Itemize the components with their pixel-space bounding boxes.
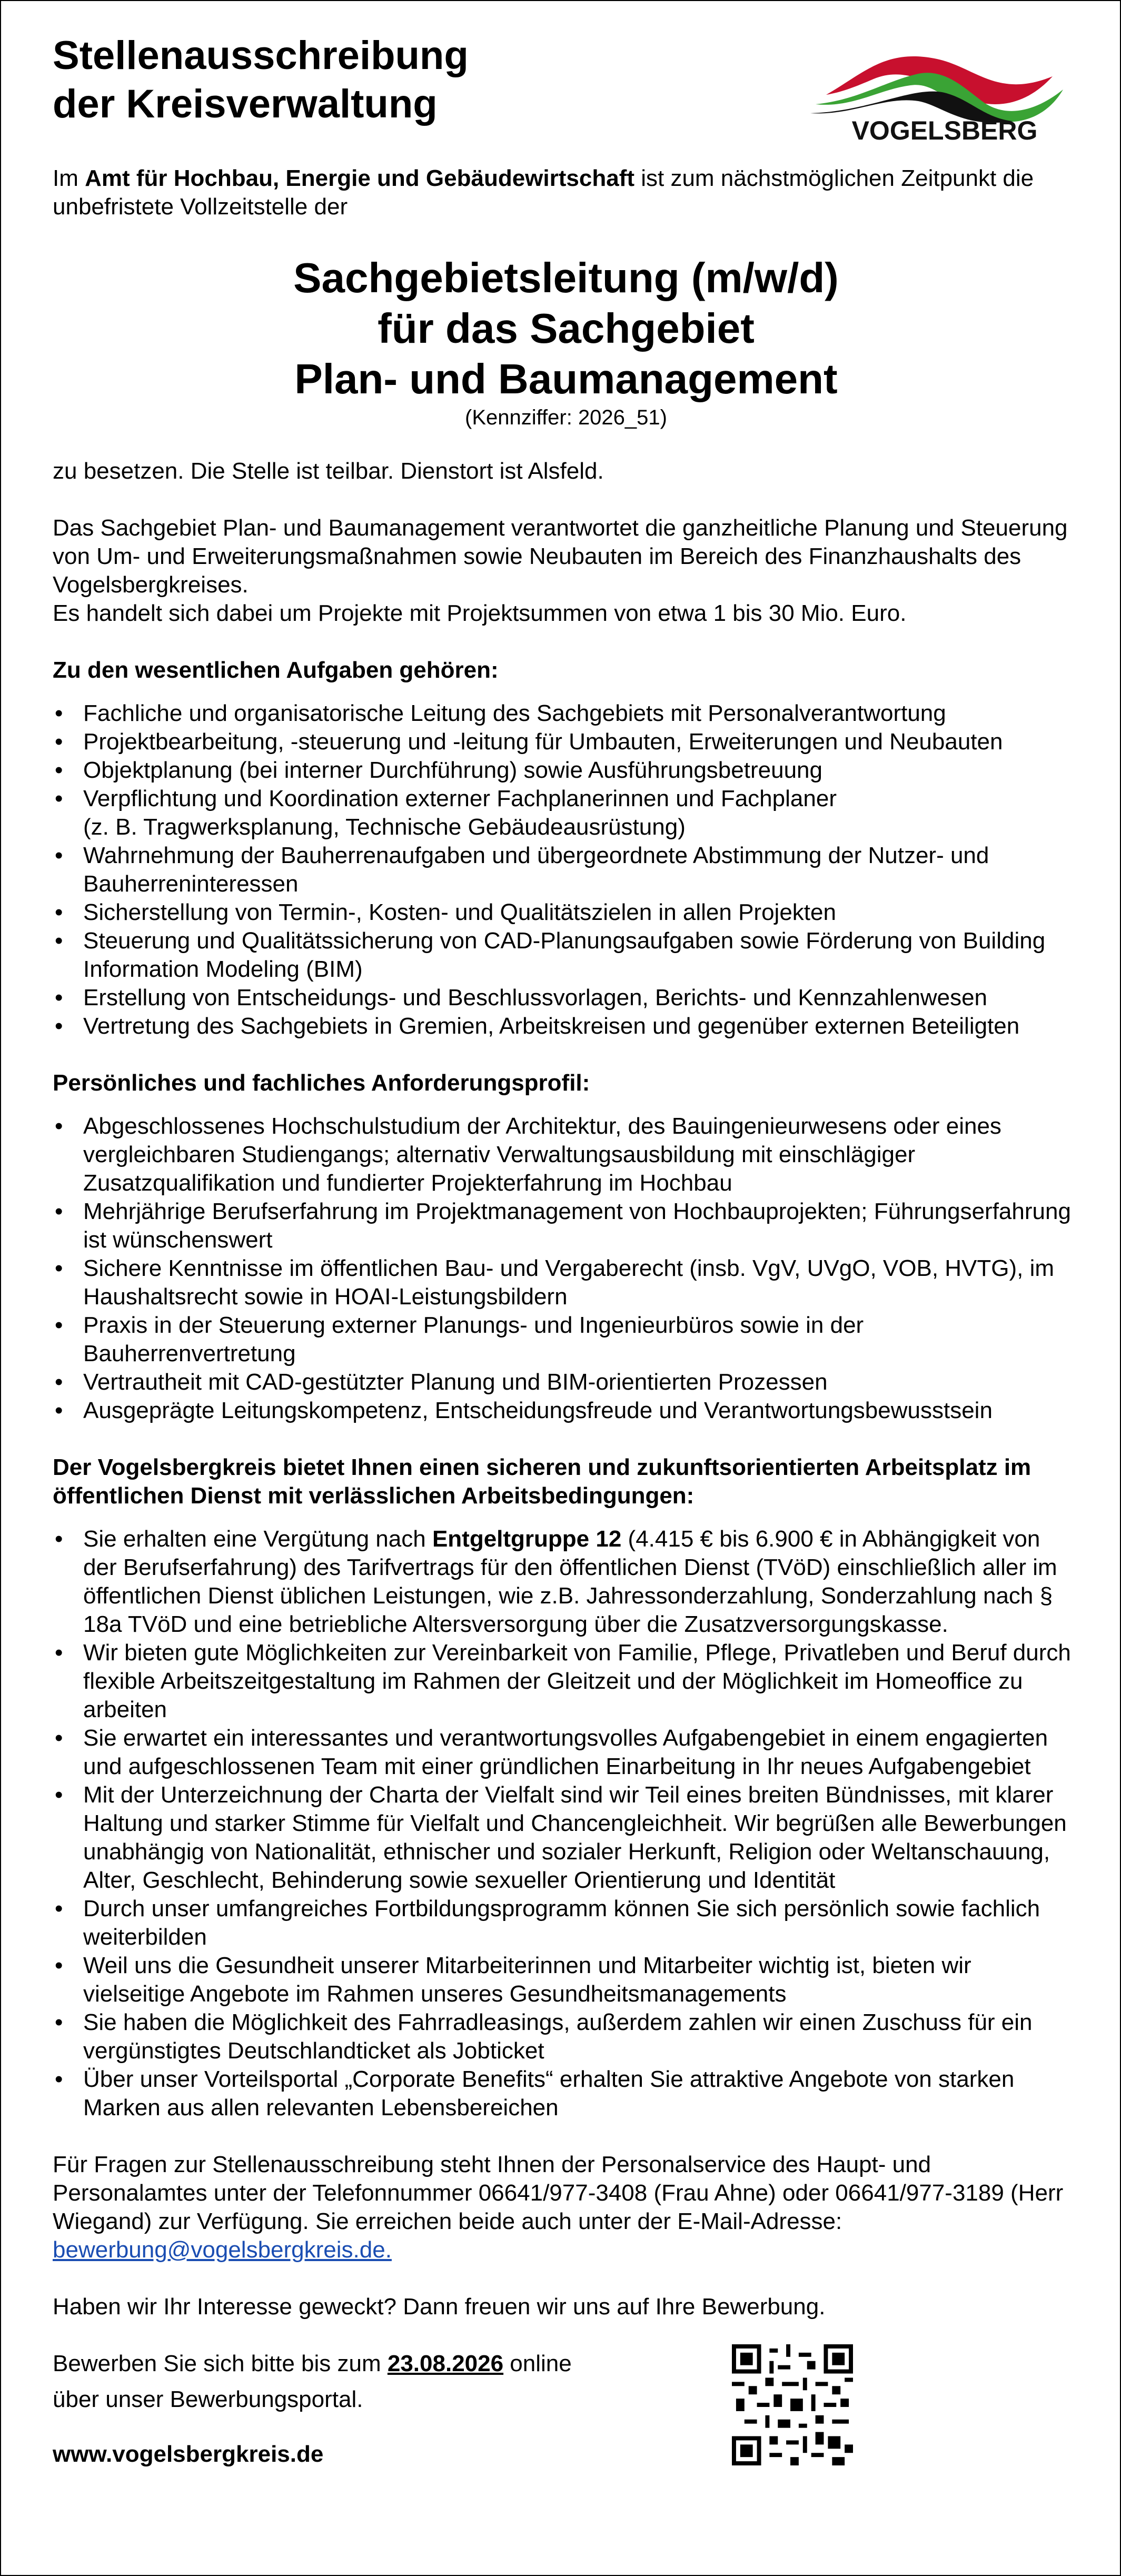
- closing-text: Haben wir Ihr Interesse geweckt? Dann freuen wir uns auf Ihre Bewerbung.: [53, 2294, 826, 2320]
- apply-section: [53, 2350, 1079, 2469]
- contact-text: Für Fragen zur Stellenausschreibung steht Ihnen der Personalservice des Haupt- und Personalamtes unter der Telefonnummer 06641/977-3408 (Frau Ahne) oder 06641/977-3189 (Herr Wiegand) zur Verfügung. Sie erreichen beide auch unter der E-Mail-Adresse: bewerbung@vogelsbergkreis.de.: [53, 2152, 1064, 2263]
- list-item: • Ausgeprägte Leitungskompetenz, Entscheidungsfreude und Verantwortungsbewusstsein: [53, 1396, 1079, 1425]
- offer-list: [53, 1525, 1079, 2122]
- list-item: • Erstellung von Entscheidungs- und Beschlussvorlagen, Berichts- und Kennzahlenwesen: [53, 984, 1079, 1012]
- tasks-list: [53, 699, 1079, 1041]
- list-item: • Fachliche und organisatorische Leitung des Sachgebiets mit Personalverantwortung: [53, 699, 1079, 728]
- website-link[interactable]: www.vogelsbergkreis.de: [53, 2441, 324, 2467]
- list-item: • Abgeschlossenes Hochschulstudium der Architektur, des Bauingenieurwesens oder eines vergleichbaren Studiengangs; alternativ Verwaltungsausbildung mit einschlägiger Zusatzqualifikation und fundierter Projekterfahrung im Hochbau: [53, 1112, 1079, 1197]
- intro-text: Im Amt für Hochbau, Energie und Gebäudewirtschaft ist zum nächstmöglichen Zeitpunkt die unbefristete Vollzeitstelle der: [53, 165, 1034, 220]
- document-title: [53, 32, 1079, 128]
- list-item: • Projektbearbeitung, -steuerung und -leitung für Umbauten, Erweiterungen und Neubauten: [53, 728, 1079, 756]
- position-title-2: für das Sachgebiet: [378, 305, 755, 352]
- logo-text: VOGELSBERG: [851, 116, 1038, 142]
- list-item: • Über unser Vorteilsportal „Corporate Benefits“ erhalten Sie attraktive Angebote von starken Marken aus allen relevanten Lebensbereichen: [53, 2065, 1079, 2122]
- list-item: • Mehrjährige Berufserfahrung im Projektmanagement von Hochbauprojekten; Führungserfahrung ist wünschenswert: [53, 1197, 1079, 1254]
- description-2: Es handelt sich dabei um Projekte mit Projektsummen von etwa 1 bis 30 Mio. Euro.: [53, 600, 907, 626]
- pay-grade: Entgeltgruppe 12: [432, 1526, 622, 1552]
- list-item: • Durch unser umfangreiches Fortbildungsprogramm können Sie sich persönlich sowie fachlich weiterbilden: [53, 1895, 1079, 1951]
- list-item: • Vertretung des Sachgebiets in Gremien, Arbeitskreisen und gegenüber externen Beteiligten: [53, 1012, 1079, 1041]
- portal-text: über unser Bewerbungsportal.: [53, 2386, 363, 2412]
- list-item: • Sie haben die Möglichkeit des Fahrradleasings, außerdem zahlen wir einen Zuschuss für ein vergünstigtes Deutschlandticket als Jobticket: [53, 2008, 1079, 2065]
- list-item: • Sicherstellung von Termin-, Kosten- und Qualitätszielen in allen Projekten: [53, 898, 1079, 927]
- title-line-2: der Kreisverwaltung: [53, 82, 438, 126]
- list-item: • Sie erhalten eine Vergütung nach Entgeltgruppe 12 (4.415 € bis 6.900 € in Abhängigkeit von der Berufserfahrung) des Tarifvertrags für den öffentlichen Dienst (TVöD) einschließlich aller im öffentlichen Dienst üblichen Leistungen, wie z.B. Jahressonderzahlung, Sonderzahlung nach § 18a TVöD und eine betriebliche Altersversorgung über die Zusatzversorgungskasse.: [53, 1525, 1079, 1639]
- list-item: • Weil uns die Gesundheit unserer Mitarbeiterinnen und Mitarbeiter wichtig ist, bieten wir vielseitige Angebote im Rahmen unseres Gesundheitsmanagements: [53, 1951, 1079, 2008]
- list-item: • Praxis in der Steuerung externer Planungs- und Ingenieurbüros sowie in der Bauherrenvertretung: [53, 1311, 1079, 1368]
- position-headline: [53, 253, 1079, 431]
- job-posting: [53, 32, 1079, 2469]
- profile-list: [53, 1112, 1079, 1425]
- location-text: zu besetzen. Die Stelle ist teilbar. Dienstort ist Alsfeld.: [53, 458, 604, 484]
- position-title-1: Sachgebietsleitung (m/w/d): [293, 254, 839, 301]
- reference-code: (Kennziffer: 2026_51): [465, 406, 667, 429]
- description-1: Das Sachgebiet Plan- und Baumanagement verantwortet die ganzheitliche Planung und Steuerung von Um- und Erweiterungsmaßnahmen sowie Neubauten im Bereich des Finanzhaushalts des Vogelsbergkreises.: [53, 515, 1068, 598]
- deadline-date: 23.08.2026: [387, 2351, 504, 2376]
- list-item: • Objektplanung (bei interner Durchführung) sowie Ausführungsbetreuung: [53, 756, 1079, 785]
- deadline-text: Bewerben Sie sich bitte bis zum 23.08.2026 online: [53, 2351, 572, 2376]
- list-item: • Mit der Unterzeichnung der Charta der Vielfalt sind wir Teil eines breiten Bündnisses, mit klarer Haltung und starker Stimme für Vielfalt und Chancengleichheit. Wir begrüßen alle Bewerbungen unabhängig von Nationalität, ethnischer und sozialer Herkunft, Religion oder Weltanschauung, Alter, Geschlecht, Behinderung sowie sexueller Orientierung und Identität: [53, 1781, 1079, 1895]
- list-item: • Verpflichtung und Koordination externer Fachplanerinnen und Fachplaner (z. B. Tragwerksplanung, Technische Gebäudeausrüstung): [53, 785, 1079, 841]
- list-item: • Steuerung und Qualitätssicherung von CAD-Planungsaufgaben sowie Förderung von Building Information Modeling (BIM): [53, 927, 1079, 984]
- list-item: • Wahrnehmung der Bauherrenaufgaben und übergeordnete Abstimmung der Nutzer- und Bauherreninteressen: [53, 841, 1079, 898]
- profile-heading: Persönliches und fachliches Anforderungsprofil:: [53, 1070, 590, 1096]
- list-item: • Sie erwartet ein interessantes und verantwortungsvolles Aufgabengebiet in einem engagierten und aufgeschlossenen Team mit einer gründlichen Einarbeitung in Ihr neues Aufgabengebiet: [53, 1724, 1079, 1781]
- offer-heading: Der Vogelsbergkreis bietet Ihnen einen sicheren und zukunftsorientierten Arbeitsplatz im öffentlichen Dienst mit verlässlichen Arbeitsbedingungen:: [53, 1454, 1031, 1509]
- position-title-3: Plan- und Baumanagement: [294, 355, 838, 402]
- title-line-1: Stellenausschreibung: [53, 33, 469, 78]
- qr-code-icon[interactable]: [732, 2344, 853, 2465]
- list-item: • Vertrautheit mit CAD-gestützter Planung und BIM-orientierten Prozessen: [53, 1368, 1079, 1396]
- department-name: Amt für Hochbau, Energie und Gebäudewirtschaft: [85, 165, 634, 191]
- list-item: • Wir bieten gute Möglichkeiten zur Vereinbarkeit von Familie, Pflege, Privatleben und Beruf durch flexible Arbeitszeitgestaltung im Rahmen der Gleitzeit und der Möglichkeit im Homeoffice zu arbeiten: [53, 1639, 1079, 1724]
- list-item: • Sichere Kenntnisse im öffentlichen Bau- und Vergaberecht (insb. VgV, UVgO, VOB, HVTG), im Haushaltsrecht sowie in HOAI-Leistungsbildern: [53, 1254, 1079, 1311]
- tasks-heading: Zu den wesentlichen Aufgaben gehören:: [53, 657, 499, 683]
- email-link[interactable]: bewerbung@vogelsbergkreis.de.: [53, 2237, 392, 2263]
